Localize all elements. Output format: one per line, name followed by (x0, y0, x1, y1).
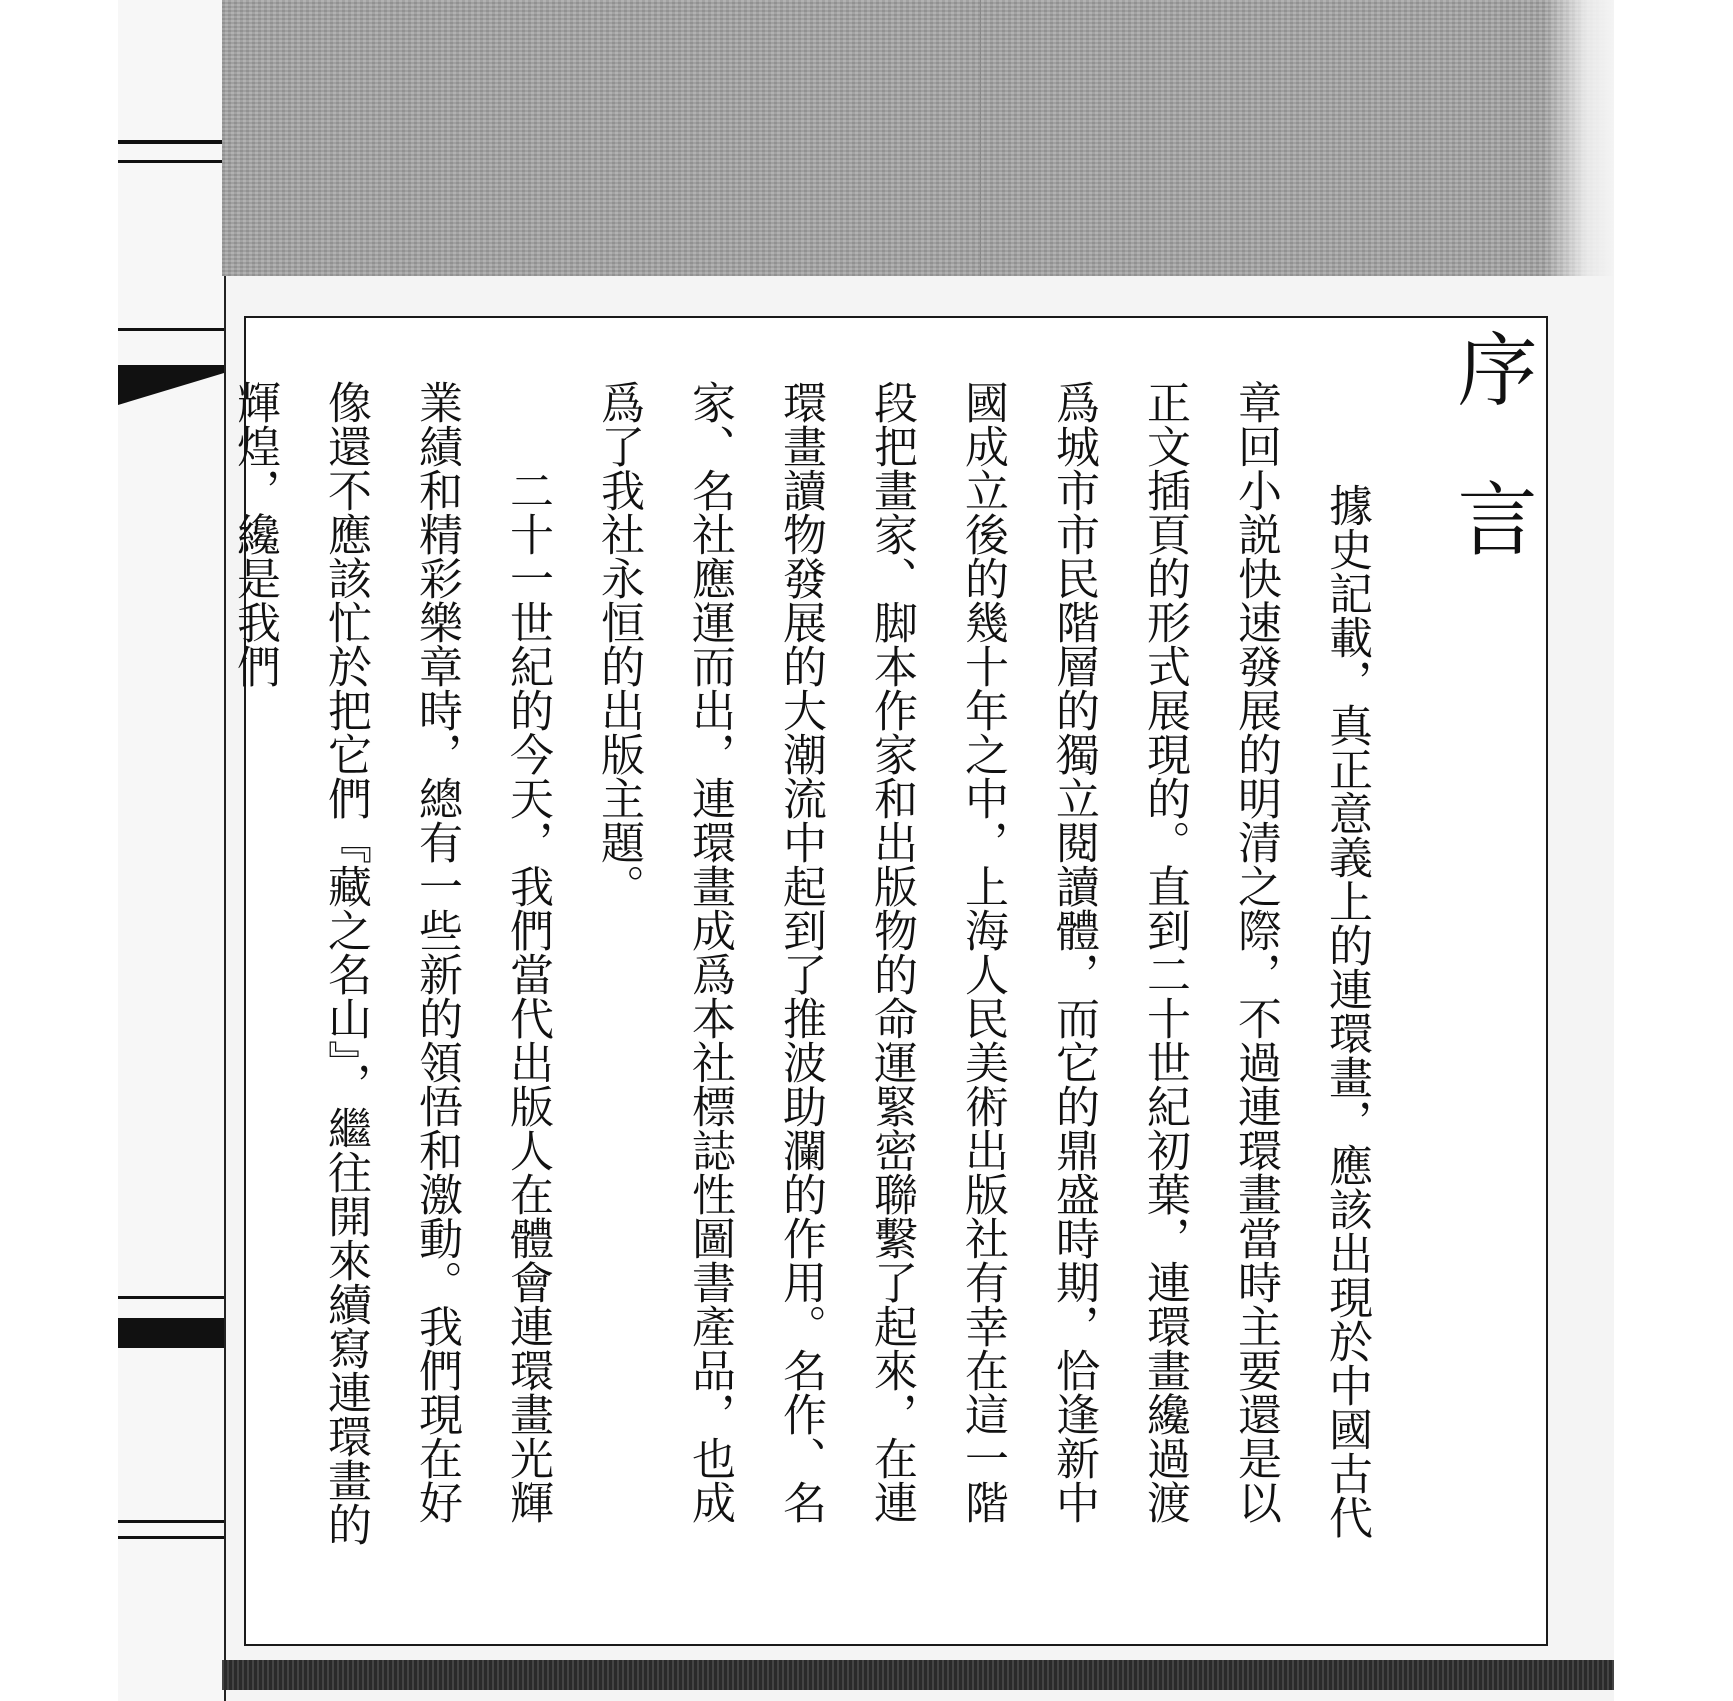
left-edge-rule (118, 328, 224, 331)
preface-title: 序 言 (1444, 328, 1537, 580)
preface-paragraph-2: 二十一世紀的今天，我們當代出版人在體會連環畫光輝業績和精彩樂章時，總有一些新的領悟和激動。我們現在好像還不應該忙於把它們『藏之名山』，繼往開來續寫連環畫的輝煌，纔是我們 (229, 380, 553, 1546)
preface-body (229, 380, 1392, 1560)
preface-paragraph-1: 據史記載，真正意義上的連環畫，應該出現於中國古代章回小説快速發展的明清之際，不過連環畫當時主要還是以正文插頁的形式展現的。直到二十世紀初葉，連環畫纔過渡爲城市市民階層的獨立閱讀體，而它的鼎盛時期，恰逢新中國成立後的幾十年之中，上海人民美術出版社有幸在這一階段把畫家、脚本作家和出版物的命運緊密聯繫了起來，在連環畫讀物發展的大潮流中起到了推波助瀾的作用。名作、名家、名社應運而出，連環畫成爲本社標誌性圖書產品，也成爲了我社永恒的出版主題。 (593, 380, 1372, 1540)
left-edge-rule (118, 140, 224, 144)
bottom-halftone-band (222, 1660, 1614, 1690)
top-band-divider (980, 0, 981, 276)
top-halftone-band (222, 0, 1614, 276)
left-edge-rule (118, 160, 224, 163)
